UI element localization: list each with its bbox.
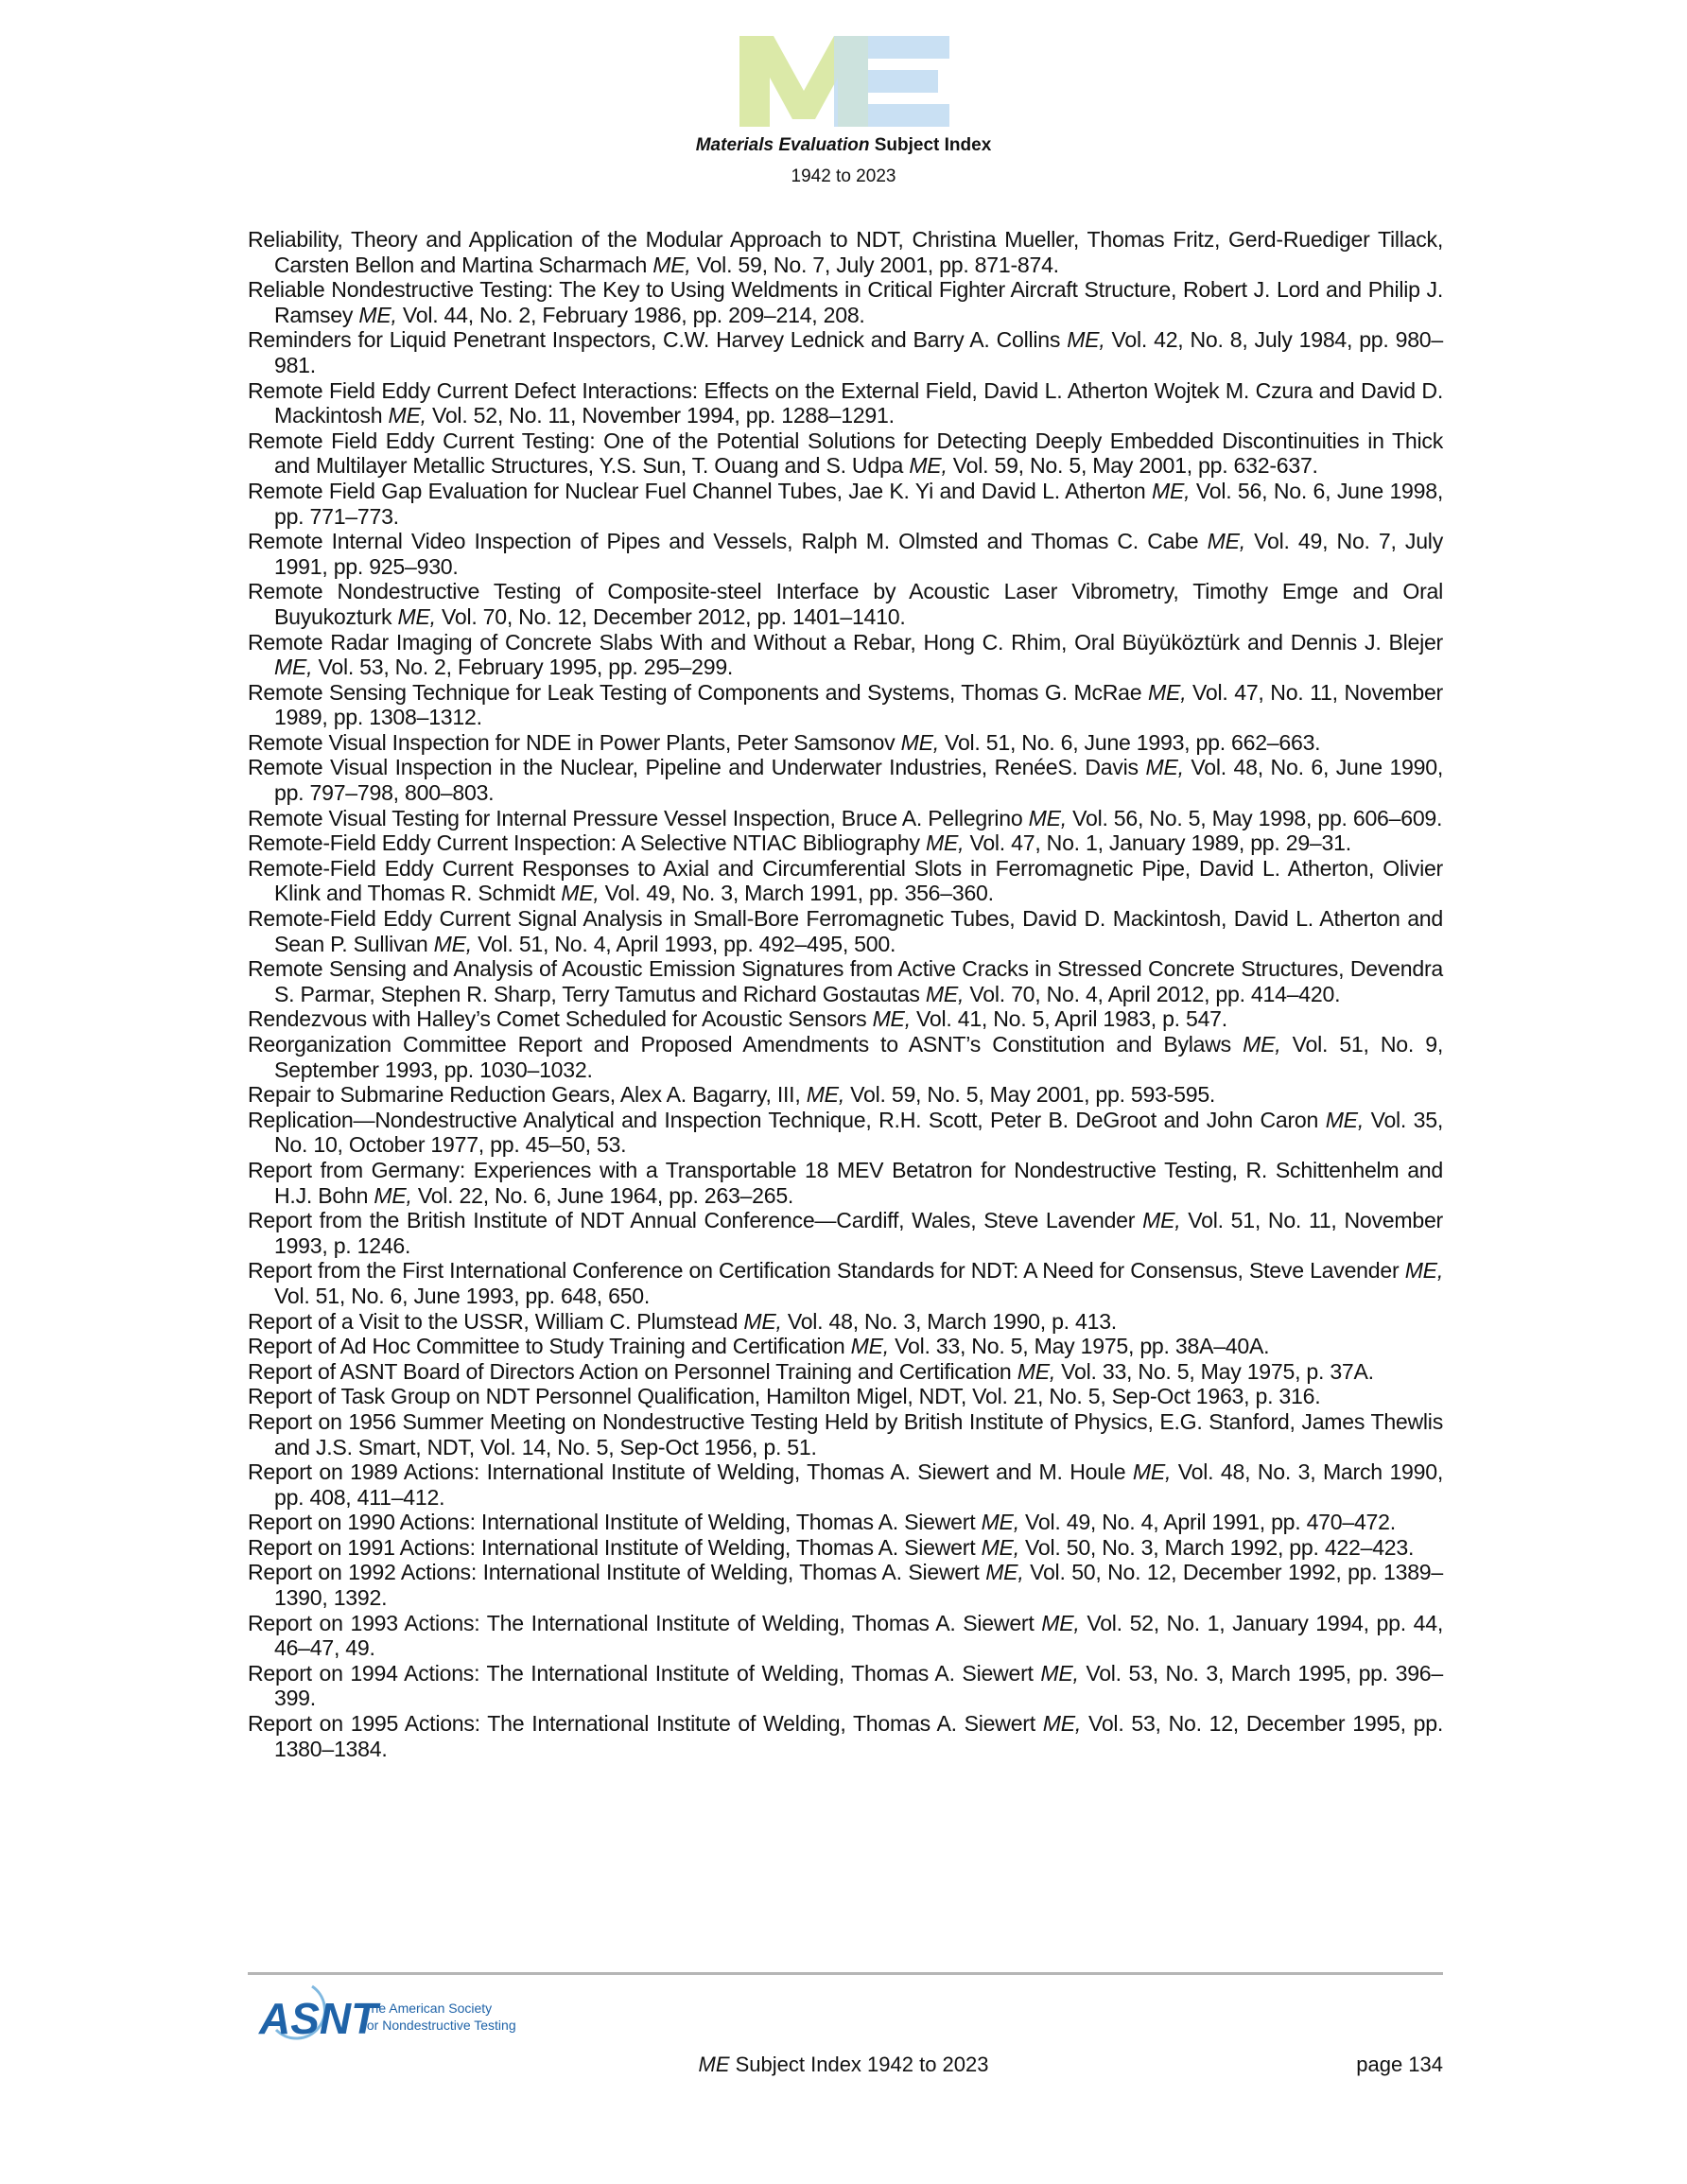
index-entry: Report on 1992 Actions: International Institute of Welding, Thomas A. Siewert ME, Vol. 50, No. 12, December 1992, pp. 1389–1390, 1392. [248, 1560, 1443, 1611]
index-entry: Remote-Field Eddy Current Signal Analysis in Small-Bore Ferromagnetic Tubes, David D. Mackintosh, David L. Atherton and Sean P. Sullivan ME, Vol. 51, No. 4, April 1993, pp. 492–495, 500. [248, 906, 1443, 956]
svg-text:for Nondestructive Testing: for Nondestructive Testing [363, 2018, 516, 2033]
index-entry: Reorganization Committee Report and Proposed Amendments to ASNT’s Constitution and Bylaws ME, Vol. 51, No. 9, September 1993, pp. 1030–1032. [248, 1032, 1443, 1082]
index-title: Materials Evaluation Subject Index [695, 135, 992, 155]
index-years: 1942 to 2023 [791, 166, 896, 186]
index-entry: Repair to Submarine Reduction Gears, Alex A. Bagarry, III, ME, Vol. 59, No. 5, May 2001, pp. 593-595. [248, 1082, 1216, 1108]
index-entry: Report on 1956 Summer Meeting on Nondestructive Testing Held by British Institute of Physics, E.G. Stanford, James Thewlis and J.S. Smart, NDT, Vol. 14, No. 5, Sep-Oct 1956, p. 51. [248, 1408, 1443, 1459]
index-entry: Report on 1990 Actions: International Institute of Welding, Thomas A. Siewert ME, Vol. 49, No. 4, April 1991, pp. 470–472. [248, 1510, 1396, 1535]
index-entry: Reliable Nondestructive Testing: The Key to Using Weldments in Critical Fighter Aircraft Structure, Robert J. Lord and Philip J. Ramsey ME, Vol. 44, No. 2, February 1986, pp. 209–214, 208. [248, 277, 1443, 327]
index-entry: Remote Visual Inspection in the Nuclear, Pipeline and Underwater Industries, RenéeS. Davis ME, Vol. 48, No. 6, June 1990, pp. 797–798, 800–803. [248, 755, 1443, 806]
index-entry: Remote Sensing and Analysis of Acoustic Emission Signatures from Active Cracks in Stressed Concrete Structures, Devendra S. Parmar, Stephen R. Sharp, Terry Tamutus and Richard Gostautas ME, Vol. 70, No. 4, April 2012, pp. 414–420. [248, 956, 1443, 1006]
index-entry: Report of Task Group on NDT Personnel Qualification, Hamilton Migel, NDT, Vol. 21, No. 5, Sep-Oct 1963, p. 316. [248, 1384, 1321, 1409]
footer-title: ME Subject Index 1942 to 2023 [698, 2053, 989, 2076]
index-entry: Report on 1993 Actions: The International Institute of Welding, Thomas A. Siewert ME, Vol. 52, No. 1, January 1994, pp. 44, 46–47, 49. [248, 1610, 1443, 1661]
index-entry: Report of ASNT Board of Directors Action on Personnel Training and Certification ME, Vol. 33, No. 5, May 1975, p. 37A. [248, 1358, 1374, 1384]
index-entry: Report of a Visit to the USSR, William C. Plumstead ME, Vol. 48, No. 3, March 1990, p. 413. [248, 1308, 1117, 1334]
index-entry: Remote Nondestructive Testing of Composite-steel Interface by Acoustic Laser Vibrometry, Timothy Emge and Oral Buyukozturk ME, Vol. 70, No. 12, December 2012, pp. 1401–1410. [248, 579, 1443, 629]
index-entry: Rendezvous with Halley’s Comet Scheduled for Acoustic Sensors ME, Vol. 41, No. 5, April 1983, p. 547. [248, 1006, 1227, 1032]
index-entry: Remote-Field Eddy Current Inspection: A Selective NTIAC Bibliography ME, Vol. 47, No. 1, January 1989, pp. 29–31. [248, 830, 1351, 856]
index-entry: Report of Ad Hoc Committee to Study Training and Certification ME, Vol. 33, No. 5, May 1975, pp. 38A–40A. [248, 1334, 1270, 1359]
index-entry: Report on 1991 Actions: International Institute of Welding, Thomas A. Siewert ME, Vol. 50, No. 3, March 1992, pp. 422–423. [248, 1534, 1415, 1560]
index-entry: Report from Germany: Experiences with a Transportable 18 MEV Betatron for Nondestructive Testing, R. Schittenhelm and H.J. Bohn ME, Vol. 22, No. 6, June 1964, pp. 263–265. [248, 1157, 1443, 1208]
index-entry: Remote Field Eddy Current Defect Interactions: Effects on the External Field, David L. Atherton Wojtek M. Czura and David D. Mackintosh ME, Vol. 52, No. 11, November 1994, pp. 1288–1291. [248, 377, 1443, 428]
index-entry: Remote Field Eddy Current Testing: One of the Potential Solutions for Detecting Deeply Embedded Discontinuities in Thick and Multilayer Metallic Structures, Y.S. Sun, T. Ouang and S. Udpa ME, Vol. 59, No. 5, May 2001, pp. 632-637. [248, 428, 1443, 479]
index-entry: Reliability, Theory and Application of the Modular Approach to NDT, Christina Mueller, Thomas Fritz, Gerd-Ruediger Tillack, Carsten Bellon and Martina Scharmach ME, Vol. 59, No. 7, July 2001, pp. 871-874. [248, 227, 1443, 277]
svg-text:The American Society: The American Society [363, 2001, 493, 2016]
entry-list [248, 227, 1443, 1761]
me-logo [739, 36, 949, 127]
index-entry: Reminders for Liquid Penetrant Inspectors, C.W. Harvey Lednick and Barry A. Collins ME, Vol. 42, No. 8, July 1984, pp. 980–981. [248, 327, 1443, 377]
index-entry: Remote Visual Testing for Internal Pressure Vessel Inspection, Bruce A. Pellegrino ME, Vol. 56, No. 5, May 1998, pp. 606–609. [248, 805, 1443, 830]
index-entry: Remote Internal Video Inspection of Pipes and Vessels, Ralph M. Olmsted and Thomas C. Cabe ME, Vol. 49, No. 7, July 1991, pp. 925–930. [248, 529, 1443, 579]
index-entry: Replication—Nondestructive Analytical and Inspection Technique, R.H. Scott, Peter B. DeGroot and John Caron ME, Vol. 35, No. 10, October 1977, pp. 45–50, 53. [248, 1107, 1444, 1158]
index-entry: Report on 1995 Actions: The International Institute of Welding, Thomas A. Siewert ME, Vol. 53, No. 12, December 1995, pp. 1380–1384. [248, 1711, 1444, 1761]
index-entry: Remote Visual Inspection for NDE in Power Plants, Peter Samsonov ME, Vol. 51, No. 6, June 1993, pp. 662–663. [248, 729, 1321, 755]
index-entry: Report from the British Institute of NDT Annual Conference—Cardiff, Wales, Steve Lavender ME, Vol. 51, No. 11, November 1993, p. 1246. [248, 1208, 1443, 1258]
index-entry: Report on 1994 Actions: The International Institute of Welding, Thomas A. Siewert ME, Vol. 53, No. 3, March 1995, pp. 396–399. [248, 1660, 1443, 1711]
index-entry: Remote Radar Imaging of Concrete Slabs With and Without a Rebar, Hong C. Rhim, Oral Büyüköztürk and Dennis J. Blejer ME, Vol. 53, No. 2, February 1995, pp. 295–299. [248, 629, 1443, 680]
index-entry: Report from the First International Conference on Certification Standards for NDT: A Need for Consensus, Steve Lavender ME, Vol. 51, No. 6, June 1993, pp. 648, 650. [248, 1258, 1443, 1308]
asnt-logo [257, 1981, 522, 2049]
index-entry: Remote-Field Eddy Current Responses to Axial and Circumferential Slots in Ferromagnetic Pipe, David L. Atherton, Olivier Klink and Thomas R. Schmidt ME, Vol. 49, No. 3, March 1991, pp. 356–360. [248, 855, 1443, 906]
page-number: page 134 [1356, 2053, 1443, 2076]
svg-text:ASNT: ASNT [259, 1994, 378, 2043]
index-entry: Remote Field Gap Evaluation for Nuclear Fuel Channel Tubes, Jae K. Yi and David L. Atherton ME, Vol. 56, No. 6, June 1998, pp. 771–773. [248, 478, 1443, 529]
footer-divider [248, 1972, 1443, 1975]
index-entry: Report on 1989 Actions: International Institute of Welding, Thomas A. Siewert and M. Houle ME, Vol. 48, No. 3, March 1990, pp. 408, 411–412. [248, 1459, 1443, 1510]
index-entry: Remote Sensing Technique for Leak Testing of Components and Systems, Thomas G. McRae ME, Vol. 47, No. 11, November 1989, pp. 1308–1312. [248, 679, 1443, 730]
